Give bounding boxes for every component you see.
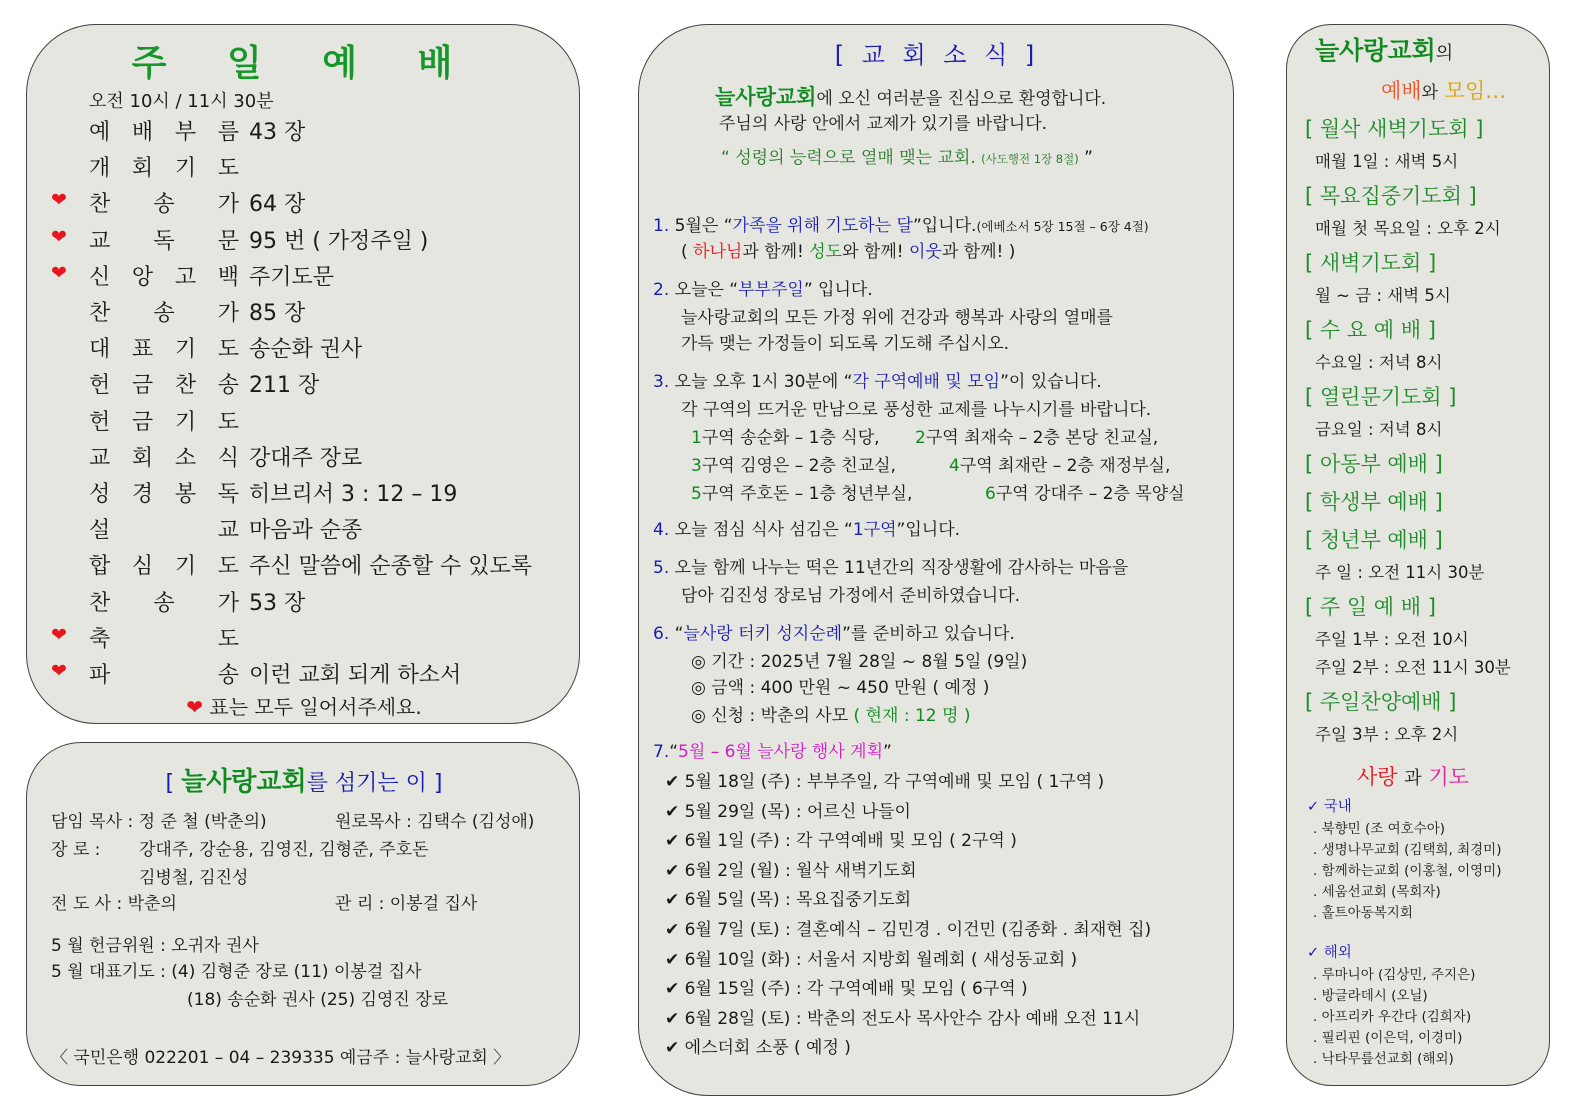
- worship-order-value: 주신 말씀에 순종할 수 있도록: [249, 554, 532, 580]
- emeritus-pastor: 원로목사 : 김택수 (김성애): [335, 812, 535, 832]
- worship-order-label: [89, 187, 239, 218]
- worship-order-label: [89, 441, 239, 472]
- news-item-2-line-2: 늘사랑교회의 모든 가정 위에 건강과 행복과 사랑의 열매를: [681, 308, 1113, 328]
- elders-line-2: 김병철, 김진성: [139, 868, 249, 888]
- event-item: ✔ 5월 29일 (목) : 어르신 나들이: [665, 801, 911, 822]
- label-char: 부: [174, 120, 197, 145]
- worship-order-label: [89, 224, 239, 255]
- news-item-2-line-3: 가득 맺는 가정들이 되도록 기도해 주십시오.: [681, 334, 1010, 354]
- welcome-rest: 에 오신 여러분을 진심으로 환영합니다.: [816, 89, 1107, 109]
- worship-order-value: 85 장: [249, 301, 306, 326]
- worship-order-value: 53 장: [249, 590, 306, 616]
- text: 과 함께!: [742, 242, 810, 262]
- worship-time: 오전 10시 / 11시 30분: [89, 91, 274, 112]
- group-text: 구역 최재란 – 2층 재정부실,: [959, 456, 1171, 476]
- label-char: 도: [217, 337, 239, 363]
- highlight: 각 구역예배 및 모임: [852, 372, 1001, 392]
- domestic-mission-item: . 홀트아동복지회: [1313, 905, 1413, 921]
- worship-order-row: [27, 586, 581, 620]
- worship-order-value: 히브리서 3 : 12 – 19: [249, 482, 458, 507]
- servants-title: [27, 761, 581, 798]
- group-5: [691, 479, 912, 504]
- label-char: 송: [153, 192, 175, 218]
- welcome-line-1: [715, 81, 1106, 111]
- worship-order-row: [27, 296, 581, 330]
- text: 과: [1404, 768, 1422, 789]
- worship-order-value: 마음과 순종: [249, 518, 363, 544]
- evangelist: 전 도 사 : 박춘의: [51, 894, 177, 914]
- label-char: 경: [131, 482, 154, 507]
- church-name: 늘사랑교회: [715, 85, 817, 109]
- text: “: [674, 624, 684, 644]
- elders-label: 장 로 :: [51, 840, 101, 860]
- label-char: 고: [174, 264, 197, 290]
- label-char: 송: [153, 590, 175, 616]
- label-char: 봉: [174, 482, 197, 507]
- label-char: 금: [131, 373, 154, 399]
- text: 오늘 함께 나누는 떡은 11년간의 직장생활에 감사하는 마음을: [674, 558, 1129, 578]
- worship-order-label: [89, 513, 239, 544]
- text: 의: [1435, 43, 1454, 64]
- servants-title-rest: 를 섬기는 이 ]: [306, 771, 443, 796]
- worship-order-label: [89, 115, 239, 146]
- text: ◎ 신청 : 박춘의 사모: [691, 706, 849, 726]
- highlight-neighbors: 이웃: [908, 242, 942, 262]
- label-char: 회: [131, 156, 154, 182]
- text: 5월은 “: [674, 216, 733, 236]
- meeting-time: 수요일 : 저녁 8시: [1315, 353, 1443, 372]
- worship-order-label: [89, 296, 239, 327]
- domestic-mission-item: . 함께하는교회 (이홍철, 이영미): [1313, 863, 1502, 879]
- meeting-time: 주일 2부 : 오전 11시 30분: [1315, 658, 1511, 677]
- worship-order-row: [27, 260, 581, 294]
- label-char: 회: [131, 445, 154, 471]
- highlight-god: 하나님: [693, 242, 743, 262]
- news-item-2: [653, 275, 873, 300]
- news-item-6: [653, 619, 1015, 644]
- text: ”: [883, 742, 892, 762]
- worship-footer: [27, 691, 581, 720]
- worship-order-row: [27, 151, 581, 185]
- text: “: [669, 742, 679, 762]
- news-item-3: [653, 367, 1102, 392]
- group-text: 구역 송순화 – 1층 식당,: [701, 428, 880, 448]
- label-char: 도: [217, 626, 239, 652]
- label-char: 신: [89, 264, 111, 290]
- highlight: 가족을 위해 기도하는 달: [732, 216, 913, 236]
- meeting-time: 주 일 : 오전 11시 30분: [1315, 563, 1485, 582]
- meeting-heading: [ 새벽기도회 ]: [1305, 251, 1437, 275]
- highlight: 늘사랑 터키 성지순례: [683, 624, 843, 644]
- label-char: 도: [217, 156, 239, 182]
- news-item-5: [653, 553, 1128, 578]
- heart-icon: ❤: [51, 189, 67, 212]
- quote-open: “: [721, 148, 730, 168]
- worship-title: 주 일 예 배: [131, 43, 477, 84]
- meeting-time: 매월 첫 목요일 : 오후 2시: [1315, 219, 1501, 238]
- meeting-heading: [ 주 일 예 배 ]: [1305, 595, 1436, 619]
- label-char: 교: [89, 228, 111, 254]
- worship-order-row: [27, 187, 581, 221]
- bank-account: 〈 국민은행 022201 – 04 – 239335 예금주 : 늘사랑교회 〉: [51, 1048, 511, 1068]
- worship-order-value: 주기도문: [249, 264, 335, 290]
- manager: 관 리 : 이봉걸 집사: [335, 894, 478, 914]
- signup-count: ( 현재 : 12 명 ): [853, 706, 971, 726]
- worship-order-row: [27, 513, 581, 547]
- heart-icon: ❤: [51, 660, 67, 682]
- news-title: [ 교 회 소 식 ]: [834, 41, 1040, 69]
- item-number: 2.: [653, 280, 670, 300]
- side-subtitle: [1381, 75, 1506, 105]
- event-item: ✔ 6월 5일 (목) : 목요집중기도회: [665, 890, 912, 911]
- item-number: 1.: [653, 216, 670, 236]
- motto-text: 성령의 능력으로 열매 맺는 교회.: [735, 148, 976, 168]
- label-char: 개: [89, 156, 111, 182]
- meeting-time: 주일 1부 : 오전 10시: [1315, 630, 1469, 649]
- worship-order-value: 64 장: [249, 192, 306, 218]
- worship-order-row: [27, 549, 581, 583]
- worship-order-row: [27, 368, 581, 402]
- side-title: [1315, 31, 1453, 67]
- group-1: [691, 423, 880, 448]
- text: ” 입니다.: [803, 280, 873, 300]
- text-meetings: 모임…: [1444, 79, 1507, 103]
- text: 와 함께!: [842, 242, 909, 262]
- label-char: 파: [89, 663, 111, 688]
- meeting-heading: [ 학생부 예배 ]: [1305, 490, 1443, 514]
- label-char: 심: [131, 554, 154, 580]
- label-char: 앙: [131, 264, 154, 290]
- label-char: 설: [89, 518, 111, 544]
- heart-icon: ❤: [51, 225, 67, 248]
- group-text: 구역 강대주 – 2층 목양실: [995, 484, 1185, 504]
- event-item: ✔ 6월 7일 (토) : 결혼예식 – 김민경 . 이건민 (김종화 . 최재현 집): [665, 920, 1152, 940]
- worship-order-label: [89, 477, 239, 508]
- worship-order-row: [27, 115, 581, 149]
- text: 과 함께! ): [941, 242, 1016, 262]
- label-char: 기: [174, 156, 197, 182]
- label-char: 름: [217, 120, 239, 145]
- label-char: 교: [89, 445, 111, 471]
- worship-order-row: [27, 622, 581, 656]
- text: 와: [1421, 83, 1439, 103]
- group-text: 구역 최재숙 – 2층 본당 친교실,: [925, 428, 1159, 448]
- label-char: 가: [217, 301, 239, 326]
- event-item: ✔ 6월 10일 (화) : 서울서 지방회 월례회 ( 새성동교회 ): [665, 949, 1078, 970]
- text: ”이 있습니다.: [1000, 372, 1102, 392]
- domestic-label: ✓ 국내: [1307, 799, 1352, 815]
- group-6: [985, 479, 1185, 504]
- church-name: 늘사랑교회: [181, 767, 307, 797]
- item-number: 3.: [653, 372, 670, 392]
- worship-footer-text: 표는 모두 일어서주세요.: [209, 695, 422, 719]
- group-number: 3: [691, 456, 702, 476]
- meeting-time: 월 ~ 금 : 새벽 5시: [1315, 286, 1451, 305]
- worship-order-value: 강대주 장로: [249, 445, 363, 471]
- group-number: 1: [691, 428, 702, 448]
- news-item-7: [653, 737, 892, 762]
- pastor: 담임 목사 : 정 준 철 (박춘의): [51, 812, 267, 832]
- bible-ref: (에베소서 5장 15절 – 6장 4절): [976, 219, 1149, 234]
- meeting-heading: [ 월삭 새벽기도회 ]: [1305, 117, 1484, 141]
- group-number: 6: [985, 484, 996, 504]
- label-char: 가: [217, 590, 239, 616]
- label-char: 소: [174, 445, 197, 471]
- label-char: 헌: [89, 409, 111, 435]
- label-char: 찬: [174, 373, 197, 399]
- worship-order-label: [89, 549, 239, 580]
- worship-order-label: [89, 586, 239, 617]
- group-3: [691, 451, 896, 476]
- event-item: ✔ 에스더회 소풍 ( 예정 ): [665, 1038, 851, 1059]
- label-char: 합: [89, 554, 111, 580]
- worship-order-row: [27, 224, 581, 258]
- text: (: [681, 242, 694, 262]
- label-char: 송: [153, 301, 175, 326]
- meeting-heading: [ 주일찬양예배 ]: [1305, 690, 1457, 714]
- label-char: 도: [217, 409, 239, 435]
- text: 오늘 오후 1시 30분에 “: [674, 372, 853, 392]
- news-item-3-line-2: 각 구역의 뜨거운 만남으로 풍성한 교제를 나누시기를 바랍니다.: [681, 400, 1152, 420]
- item-number: 6.: [653, 624, 670, 644]
- trip-signup: [691, 701, 970, 726]
- worship-order-label: [89, 368, 239, 399]
- highlight: 부부주일: [738, 280, 804, 300]
- text-prayer: 기도: [1428, 765, 1469, 789]
- label-char: 식: [217, 445, 239, 471]
- love-prayer-title: [1357, 761, 1469, 791]
- meetings-panel: [1286, 24, 1550, 1086]
- label-char: 대: [89, 337, 111, 363]
- worship-order-label: [89, 658, 239, 689]
- group-text: 구역 주호돈 – 1층 청년부실,: [701, 484, 913, 504]
- abroad-mission-item: . 방글라데시 (오닐): [1313, 988, 1428, 1004]
- abroad-mission-item: . 필리핀 (이은덕, 이경미): [1313, 1030, 1463, 1046]
- highlight-saints: 성도: [809, 242, 843, 262]
- worship-order-label: [89, 260, 239, 291]
- event-item: ✔ 6월 1일 (주) : 각 구역예배 및 모임 ( 2구역 ): [665, 831, 1017, 852]
- bracket-open: [: [165, 771, 175, 796]
- prayer-leaders-2: (18) 송순화 권사 (25) 김영진 장로: [187, 990, 449, 1010]
- worship-order-value: 이런 교회 되게 하소서: [249, 663, 462, 688]
- label-char: 성: [89, 482, 111, 507]
- church-name: 늘사랑교회: [1315, 36, 1436, 65]
- domestic-mission-item: . 생명나무교회 (김택희, 최경미): [1313, 842, 1502, 858]
- label-char: 기: [174, 554, 197, 580]
- highlight: 5월 – 6월 늘사랑 행사 계획: [678, 742, 883, 762]
- label-char: 도: [217, 554, 239, 580]
- abroad-mission-item: . 아프리카 우간다 (김희자): [1313, 1009, 1472, 1025]
- worship-order-label: [89, 332, 239, 363]
- group-4: [949, 451, 1170, 476]
- text-love: 사랑: [1357, 765, 1398, 789]
- event-item: ✔ 6월 2일 (월) : 월삭 새벽기도회: [665, 860, 917, 881]
- news-item-4: [653, 515, 960, 540]
- worship-order-value: 43 장: [249, 120, 306, 145]
- worship-order-row: [27, 658, 581, 692]
- label-char: 가: [217, 192, 239, 218]
- welcome-line-2: 주님의 사랑 안에서 교제가 있기를 바랍니다.: [719, 114, 1048, 134]
- meeting-heading: [ 수 요 예 배 ]: [1305, 318, 1436, 342]
- label-char: 표: [131, 337, 154, 363]
- worship-order-label: [89, 622, 239, 653]
- label-char: 축: [89, 626, 111, 652]
- trip-cost: ◎ 금액 : 400 만원 ~ 450 만원 ( 예정 ): [691, 678, 990, 698]
- meeting-heading: [ 열린문기도회 ]: [1305, 385, 1457, 409]
- abroad-mission-item: . 낙타무릎선교회 (해외): [1313, 1051, 1454, 1067]
- label-char: 기: [174, 337, 197, 363]
- news-item-1: [653, 211, 1149, 236]
- meeting-time: 금요일 : 저녁 8시: [1315, 420, 1443, 439]
- label-char: 찬: [89, 590, 111, 616]
- news-item-5-line-2: 담아 김진성 장로님 가정에서 준비하였습니다.: [681, 586, 1021, 606]
- prayer-leaders-1: 5 월 대표기도 : (4) 김형준 장로 (11) 이봉걸 집사: [51, 962, 422, 982]
- meeting-heading: [ 목요집중기도회 ]: [1305, 184, 1477, 208]
- heart-icon: ❤: [51, 261, 67, 284]
- group-number: 5: [691, 484, 702, 504]
- label-char: 백: [217, 264, 239, 290]
- label-char: 찬: [89, 301, 111, 326]
- heart-icon: ❤: [186, 695, 204, 719]
- text: ”입니다.: [896, 520, 961, 540]
- label-char: 금: [131, 409, 154, 435]
- text: ”입니다.: [912, 216, 977, 236]
- worship-order-row: [27, 405, 581, 439]
- label-char: 독: [217, 482, 239, 507]
- label-char: 송: [217, 663, 239, 688]
- meeting-time: 매월 1일 : 새벽 5시: [1315, 152, 1459, 171]
- highlight: 1구역: [852, 520, 897, 540]
- abroad-mission-item: . 루마니아 (김상민, 주지은): [1313, 967, 1476, 983]
- worship-order-row: [27, 477, 581, 511]
- text: 오늘 점심 식사 섬김은 “: [674, 520, 853, 540]
- group-2: [915, 423, 1158, 448]
- trip-period: ◎ 기간 : 2025년 7월 28일 ~ 8월 5일 (9일): [691, 652, 1028, 672]
- worship-order-panel: [26, 24, 580, 724]
- meeting-heading: [ 아동부 예배 ]: [1305, 452, 1443, 476]
- heart-icon: ❤: [51, 623, 67, 646]
- abroad-label: ✓ 해외: [1307, 945, 1352, 961]
- worship-order-value: 211 장: [249, 373, 320, 399]
- group-number: 4: [949, 456, 960, 476]
- text-worship: 예배: [1381, 79, 1422, 103]
- meeting-time: 주일 3부 : 오후 2시: [1315, 725, 1459, 744]
- label-char: 독: [153, 228, 175, 254]
- label-char: 헌: [89, 373, 111, 399]
- church-motto: [721, 143, 1093, 168]
- domestic-mission-item: . 세움선교회 (목회자): [1313, 884, 1441, 900]
- label-char: 송: [217, 373, 239, 399]
- item-number: 4.: [653, 520, 670, 540]
- worship-order-value: 95 번 ( 가정주일 ): [249, 228, 429, 254]
- domestic-mission-item: . 북향민 (조 여호수아): [1313, 821, 1446, 837]
- motto-ref: (사도행전 1장 8절): [981, 152, 1079, 166]
- offering-committee: 5 월 헌금위원 : 오귀자 권사: [51, 936, 259, 956]
- item-number: 5.: [653, 558, 670, 578]
- news-item-1-line-2: [681, 237, 1015, 262]
- label-char: 배: [131, 120, 154, 145]
- label-char: 예: [89, 120, 111, 145]
- label-char: 문: [217, 228, 239, 254]
- group-text: 구역 김영은 – 2층 친교실,: [701, 456, 896, 476]
- meeting-heading: [ 청년부 예배 ]: [1305, 528, 1443, 552]
- worship-order-value: 송순화 권사: [249, 337, 363, 363]
- text: 오늘은 “: [674, 280, 739, 300]
- item-number: 7.: [653, 742, 670, 762]
- worship-order-row: [27, 332, 581, 366]
- event-item: ✔ 6월 28일 (토) : 박춘의 전도사 목사안수 감사 예배 오전 11시: [665, 1008, 1141, 1029]
- worship-order-label: [89, 151, 239, 182]
- quote-close: ”: [1084, 148, 1093, 168]
- worship-order-row: [27, 441, 581, 475]
- label-char: 기: [174, 409, 197, 435]
- worship-order-label: [89, 405, 239, 436]
- event-item: ✔ 5월 18일 (주) : 부부주일, 각 구역예배 및 모임 ( 1구역 ): [665, 772, 1105, 792]
- label-char: 찬: [89, 192, 111, 218]
- church-news-panel: [638, 24, 1234, 1096]
- text: ”를 준비하고 있습니다.: [842, 624, 1015, 644]
- group-number: 2: [915, 428, 926, 448]
- elders-line-1: 강대주, 강순용, 김영진, 김형준, 주호돈: [139, 840, 429, 860]
- label-char: 교: [217, 518, 239, 544]
- event-item: ✔ 6월 15일 (주) : 각 구역예배 및 모임 ( 6구역 ): [665, 979, 1028, 1000]
- servants-panel: [26, 742, 580, 1086]
